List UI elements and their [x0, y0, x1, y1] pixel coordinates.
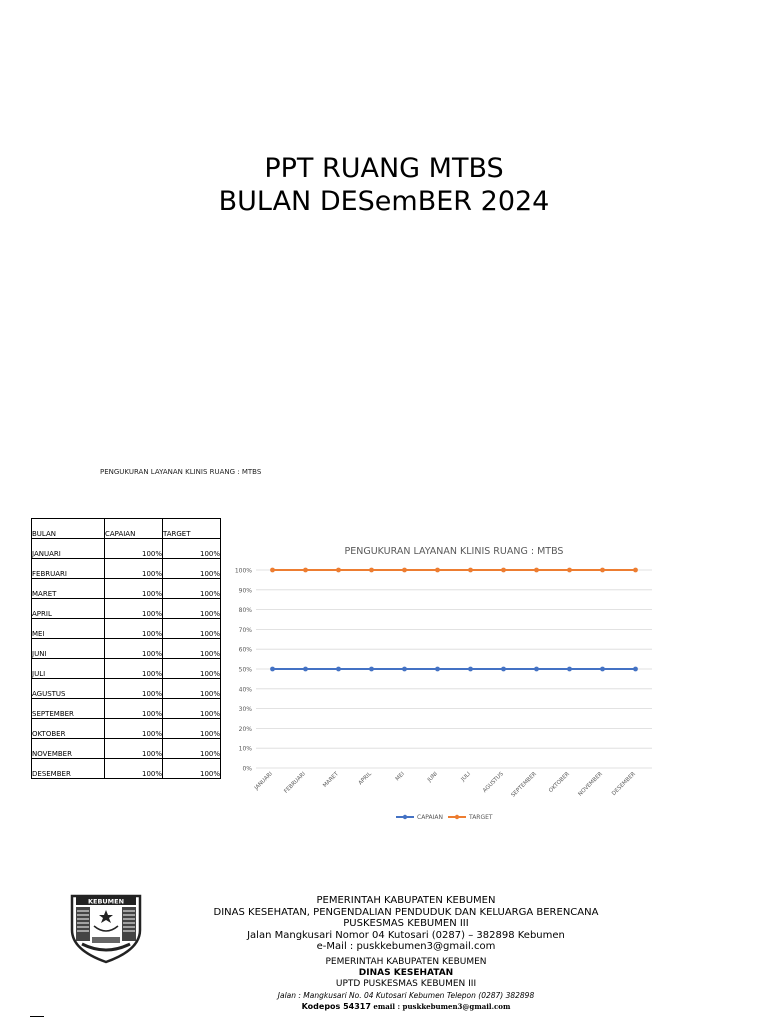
legend-marker-capaian [403, 815, 407, 819]
table-row [32, 599, 221, 619]
footer-line: PEMERINTAH KABUPATEN KEBUMEN [325, 957, 487, 967]
data-point-target [501, 568, 506, 573]
footer-line: DINAS KESEHATAN [358, 968, 454, 978]
footer-line: e-Mail : puskkebumen3@gmail.com [316, 941, 496, 952]
y-tick-label: 50% [238, 666, 252, 674]
cell-bulan: FEBRUARI [32, 559, 105, 579]
kodepos-text: Kodepos 54317 [301, 1002, 371, 1011]
data-table [31, 518, 221, 779]
cell-target: 100% [163, 619, 221, 639]
data-point-capaian [435, 667, 440, 672]
cell-target: 100% [163, 719, 221, 739]
cell-bulan: JULI [32, 659, 105, 679]
y-tick-label: 70% [238, 626, 252, 634]
cell-bulan: DESEMBER [32, 759, 105, 779]
chart-title: PENGUKURAN LAYANAN KLINIS RUANG : MTBS [344, 546, 564, 557]
y-tick-label: 30% [238, 706, 252, 714]
data-point-target [270, 568, 275, 573]
title-line-2: BULAN DESemBER 2024 [218, 186, 550, 217]
data-point-target [369, 568, 374, 573]
cell-capaian: 100% [105, 599, 163, 619]
data-point-capaian [633, 667, 638, 672]
data-point-target [600, 568, 605, 573]
line-chart [228, 536, 668, 836]
table-row [32, 699, 221, 719]
x-tick-label: FEBRUARI [283, 771, 307, 795]
cell-capaian: 100% [105, 559, 163, 579]
cell-bulan: JUNI [32, 639, 105, 659]
table-row [32, 719, 221, 739]
table-row [32, 619, 221, 639]
x-tick-label: SEPTEMBER [510, 771, 538, 799]
data-point-target [435, 568, 440, 573]
data-point-target [336, 568, 341, 573]
kebumen-crest-logo [68, 892, 144, 964]
cell-target: 100% [163, 759, 221, 779]
email-text: email : puskkebumen3@gmail.com [370, 1002, 511, 1011]
cell-target: 100% [163, 739, 221, 759]
cell-bulan: APRIL [32, 599, 105, 619]
svg-text:KEBUMEN: KEBUMEN [87, 897, 125, 906]
table-row [32, 659, 221, 679]
cell-capaian: 100% [105, 639, 163, 659]
title-line-1: PPT RUANG MTBS [264, 153, 504, 184]
table-heading: PENGUKURAN LAYANAN KLINIS RUANG : MTBS [100, 468, 262, 476]
table-header-row [32, 519, 221, 539]
line-chart-svg [228, 536, 668, 836]
legend-label-capaian: CAPAIAN [417, 814, 443, 822]
table-row [32, 759, 221, 779]
table-row [32, 739, 221, 759]
data-point-target [402, 568, 407, 573]
data-point-capaian [402, 667, 407, 672]
page-title [0, 152, 768, 218]
footer-kodepos-line [200, 1001, 612, 1012]
footer-line: PEMERINTAH KABUPATEN KEBUMEN [316, 895, 496, 906]
data-point-capaian [501, 667, 506, 672]
cell-target: 100% [163, 539, 221, 559]
y-tick-label: 20% [238, 725, 252, 733]
data-point-target [534, 568, 539, 573]
x-tick-label: APRIL [357, 771, 373, 787]
footer-letterhead-2 [200, 957, 612, 1012]
x-tick-label: JULI [460, 771, 472, 783]
data-point-capaian [369, 667, 374, 672]
cell-bulan: MEI [32, 619, 105, 639]
y-tick-label: 10% [238, 745, 252, 753]
footer-line: DINAS KESEHATAN, PENGENDALIAN PENDUDUK DAN KELUARGA BERENCANA [213, 906, 599, 918]
footer-letterhead-1 [200, 895, 612, 953]
x-tick-label: JUNI [426, 771, 439, 784]
table-row [32, 559, 221, 579]
cell-target: 100% [163, 679, 221, 699]
cell-bulan: JANUARI [32, 539, 105, 559]
data-point-target [303, 568, 308, 573]
data-point-capaian [303, 667, 308, 672]
footer-line: Jalan : Mangkusari No. 04 Kutosari Kebumen Telepon (0287) 382898 [277, 991, 535, 1000]
x-tick-label: MARET [322, 771, 340, 789]
y-tick-label: 90% [238, 587, 252, 595]
data-point-target [567, 568, 572, 573]
cell-capaian: 100% [105, 739, 163, 759]
table-row [32, 579, 221, 599]
data-point-capaian [567, 667, 572, 672]
cell-bulan: AGUSTUS [32, 679, 105, 699]
x-tick-label: NOVEMBER [577, 771, 604, 798]
x-tick-label: MEI [394, 771, 406, 783]
table-row [32, 639, 221, 659]
y-tick-label: 80% [238, 607, 252, 615]
cell-capaian: 100% [105, 619, 163, 639]
data-point-capaian [600, 667, 605, 672]
cell-target: 100% [163, 599, 221, 619]
x-tick-label: AGUSTUS [482, 771, 505, 795]
data-point-capaian [336, 667, 341, 672]
cell-target: 100% [163, 559, 221, 579]
x-tick-label: DESEMBER [611, 771, 637, 797]
data-point-capaian [270, 667, 275, 672]
data-point-target [633, 568, 638, 573]
legend-marker-target [455, 815, 459, 819]
table-row [32, 679, 221, 699]
cell-capaian: 100% [105, 579, 163, 599]
cell-capaian: 100% [105, 699, 163, 719]
header-capaian: CAPAIAN [105, 519, 163, 539]
data-point-capaian [534, 667, 539, 672]
cell-capaian: 100% [105, 719, 163, 739]
y-tick-label: 40% [238, 686, 252, 694]
table-row [32, 539, 221, 559]
cell-capaian: 100% [105, 539, 163, 559]
footer-line: UPTD PUSKESMAS KEBUMEN III [335, 979, 477, 989]
data-point-target [468, 568, 473, 573]
cell-capaian: 100% [105, 679, 163, 699]
page-mark [30, 1016, 44, 1017]
data-point-capaian [468, 667, 473, 672]
cell-bulan: MARET [32, 579, 105, 599]
footer-line: PUSKESMAS KEBUMEN III [343, 918, 469, 929]
x-tick-label: OKTOBER [548, 771, 571, 794]
cell-bulan: SEPTEMBER [32, 699, 105, 719]
cell-target: 100% [163, 579, 221, 599]
cell-target: 100% [163, 699, 221, 719]
cell-bulan: OKTOBER [32, 719, 105, 739]
footer-line: Jalan Mangkusari Nomor 04 Kutosari (0287) – 382898 Kebumen [247, 929, 565, 941]
cell-capaian: 100% [105, 659, 163, 679]
y-tick-label: 60% [238, 646, 252, 654]
y-tick-label: 100% [234, 567, 252, 575]
header-bulan: BULAN [32, 519, 105, 539]
cell-bulan: NOVEMBER [32, 739, 105, 759]
cell-target: 100% [163, 659, 221, 679]
x-tick-label: JANUARI [253, 771, 274, 792]
header-target: TARGET [163, 519, 221, 539]
y-tick-label: 0% [242, 765, 252, 773]
legend-label-target: TARGET [469, 814, 493, 822]
cell-target: 100% [163, 639, 221, 659]
cell-capaian: 100% [105, 759, 163, 779]
